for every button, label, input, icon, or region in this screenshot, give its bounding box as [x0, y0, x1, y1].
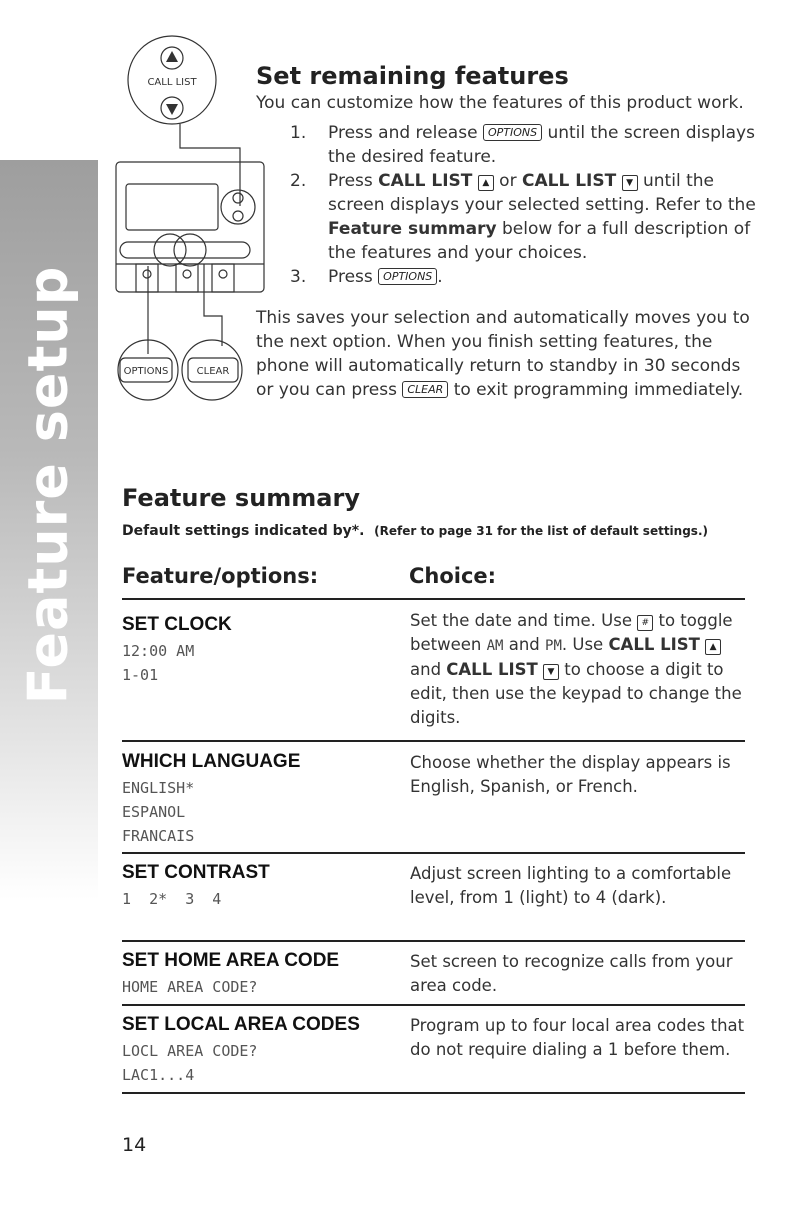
options-key: OPTIONS — [378, 268, 437, 285]
feature-choice: Set the date and time. Use # to toggle between AM and PM. Use CALL LIST ▲ and CALL LIST ▼ to choose a digit to edit, then use the keypad to change the digits. — [410, 611, 742, 727]
lcd-option: LOCL AREA CODE? — [122, 1042, 258, 1060]
lcd-option: ESPANOL — [122, 803, 186, 821]
divider — [122, 1092, 745, 1094]
feature-choice: Choose whether the display appears is English, Spanish, or French. — [410, 753, 731, 796]
divider — [122, 852, 745, 854]
lcd-option: 1-01 — [122, 666, 159, 684]
call-list-label: CALL LIST — [147, 77, 197, 88]
hash-key-icon: # — [637, 615, 653, 631]
feature-name: SET CONTRAST — [122, 862, 270, 883]
up-arrow-icon: ▲ — [478, 175, 494, 191]
section-intro: You can customize how the features of this product work. — [256, 93, 744, 113]
lcd-option: 12:00 AM — [122, 642, 195, 660]
feature-choice: Set screen to recognize calls from your area code. — [410, 952, 733, 995]
clear-label: CLEAR — [196, 366, 230, 377]
clear-key: CLEAR — [402, 381, 448, 398]
phone-diagram — [100, 34, 270, 434]
feature-name: SET CLOCK — [122, 614, 232, 635]
sidebar-tab — [0, 160, 98, 900]
summary-title: Feature summary — [122, 484, 360, 512]
lcd-option: 1 2* 3 4 — [122, 890, 222, 908]
lcd-option: ENGLISH* — [122, 779, 195, 797]
divider — [122, 1004, 745, 1006]
feature-choice: Adjust screen lighting to a comfortable level, from 1 (light) to 4 (dark). — [410, 864, 732, 907]
feature-choice: Program up to four local area codes that do not require dialing a 1 before them. — [410, 1016, 745, 1059]
sidebar-label: Feature setup — [16, 265, 80, 705]
feature-name: SET LOCAL AREA CODES — [122, 1014, 360, 1035]
options-label: OPTIONS — [123, 366, 169, 377]
up-arrow-icon: ▲ — [705, 639, 721, 655]
page-number: 14 — [122, 1134, 147, 1156]
column-header-choice: Choice: — [409, 564, 497, 588]
lcd-option: LAC1...4 — [122, 1066, 195, 1084]
divider — [122, 598, 745, 600]
steps-list — [290, 121, 760, 289]
column-header-feature: Feature/options: — [122, 564, 319, 588]
default-note: Default settings indicated by*. (Refer to page 31 for the list of default settings.) — [122, 523, 708, 539]
divider — [122, 740, 745, 742]
step-2: 2. Press CALL LIST ▲ or CALL LIST ▼ until the screen displays your selected setting. Refer to the Feature summary below for a full description of the features and your choices. — [290, 171, 756, 263]
feature-name: SET HOME AREA CODE — [122, 950, 340, 971]
options-key: OPTIONS — [483, 124, 542, 141]
lcd-option: HOME AREA CODE? — [122, 978, 258, 996]
step-1: 1. Press and release OPTIONS until the screen displays the desired feature. — [290, 123, 755, 167]
down-arrow-icon: ▼ — [622, 175, 638, 191]
step-3: 3. Press OPTIONS . — [290, 267, 443, 287]
section-title: Set remaining features — [256, 62, 569, 90]
feature-name: WHICH LANGUAGE — [122, 751, 301, 772]
after-steps-text: This saves your selection and automatically moves you to the next option. When you finish setting features, the phone will automatically return to standby in 30 seconds or you can press CLEAR to exit programming immediately. — [256, 308, 750, 400]
down-arrow-icon: ▼ — [543, 664, 559, 680]
divider — [122, 940, 745, 942]
lcd-option: FRANCAIS — [122, 827, 195, 845]
